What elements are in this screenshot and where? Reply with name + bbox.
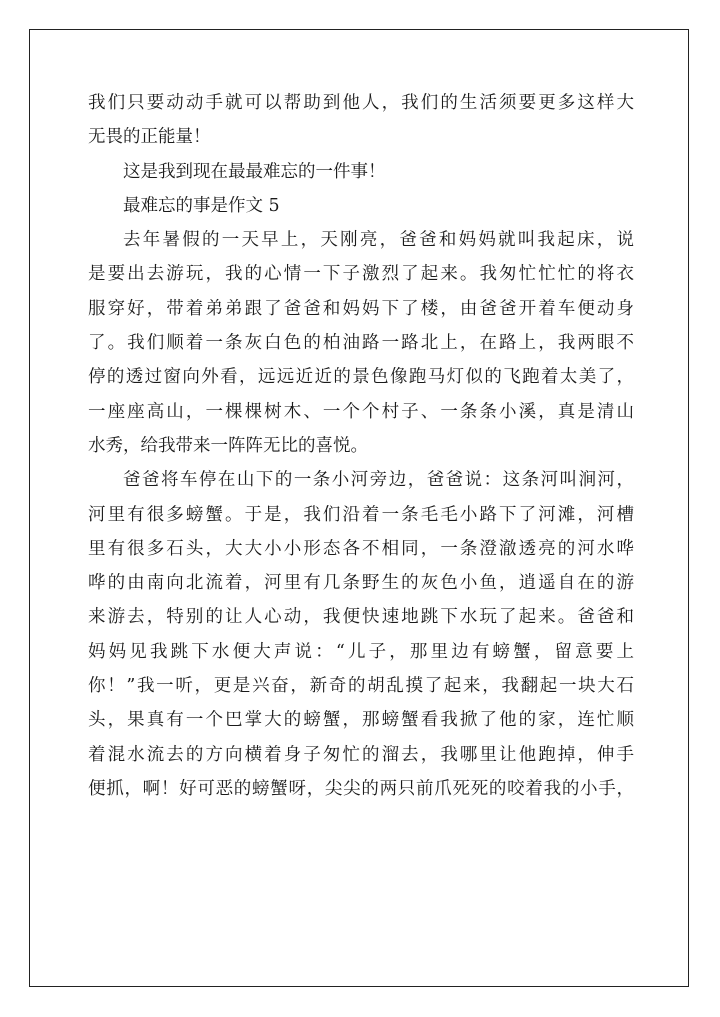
text-line: 你！”我一听，更是兴奋，新奇的胡乱摸了起来，我翻起一块大石 xyxy=(88,676,634,697)
text-line: 哗的由南向北流着，河里有几条野生的灰色小鱼，逍遥自在的游 xyxy=(88,573,634,594)
text-line: 这是我到现在最最难忘的一件事！ xyxy=(123,161,386,182)
text-line: 无畏的正能量！ xyxy=(88,127,211,148)
text-line: 妈妈见我跳下水便大声说：“儿子，那里边有螃蟹，留意要上 xyxy=(88,641,634,662)
text-line: 去年暑假的一天早上，天刚亮，爸爸和妈妈就叫我起床，说 xyxy=(123,230,634,251)
text-line: 最难忘的事是作文 5 xyxy=(123,195,280,216)
text-line: 水秀，给我带来一阵阵无比的喜悦。 xyxy=(88,435,368,456)
text-line: 一座座高山，一棵棵树木、一个个村子、一条条小溪，真是清山 xyxy=(88,401,634,422)
text-line: 是要出去游玩，我的心情一下子激烈了起来。我匆忙忙忙的将衣 xyxy=(88,264,634,285)
text-line: 着混水流去的方向横着身子匆忙的溜去，我哪里让他跑掉，伸手 xyxy=(88,744,634,765)
text-line: 停的透过窗向外看，远远近近的景色像跑马灯似的飞跑着太美了， xyxy=(88,367,634,388)
text-line: 了。我们顺着一条灰白色的柏油路一路北上，在路上，我两眼不 xyxy=(88,333,634,354)
text-line: 爸爸将车停在山下的一条小河旁边，爸爸说：这条河叫涧河， xyxy=(123,470,634,491)
text-line: 服穿好，带着弟弟跟了爸爸和妈妈下了楼，由爸爸开着车便动身 xyxy=(88,298,634,319)
text-line: 河里有很多螃蟹。于是，我们沿着一条毛毛小路下了河滩，河槽 xyxy=(88,504,634,525)
text-line: 来游去，特别的让人心动，我便快速地跳下水玩了起来。爸爸和 xyxy=(88,607,634,628)
text-line: 头，果真有一个巴掌大的螃蟹，那螃蟹看我掀了他的家，连忙顺 xyxy=(88,710,634,731)
document-body xyxy=(88,86,634,806)
text-line: 我们只要动动手就可以帮助到他人，我们的生活须要更多这样大 xyxy=(88,93,634,113)
text-line: 便抓，啊！好可恶的螃蟹呀，尖尖的两只前爪死死的咬着我的小手， xyxy=(88,778,634,799)
text-line: 里有很多石头，大大小小形态各不相同，一条澄澈透亮的河水哗 xyxy=(88,538,634,559)
